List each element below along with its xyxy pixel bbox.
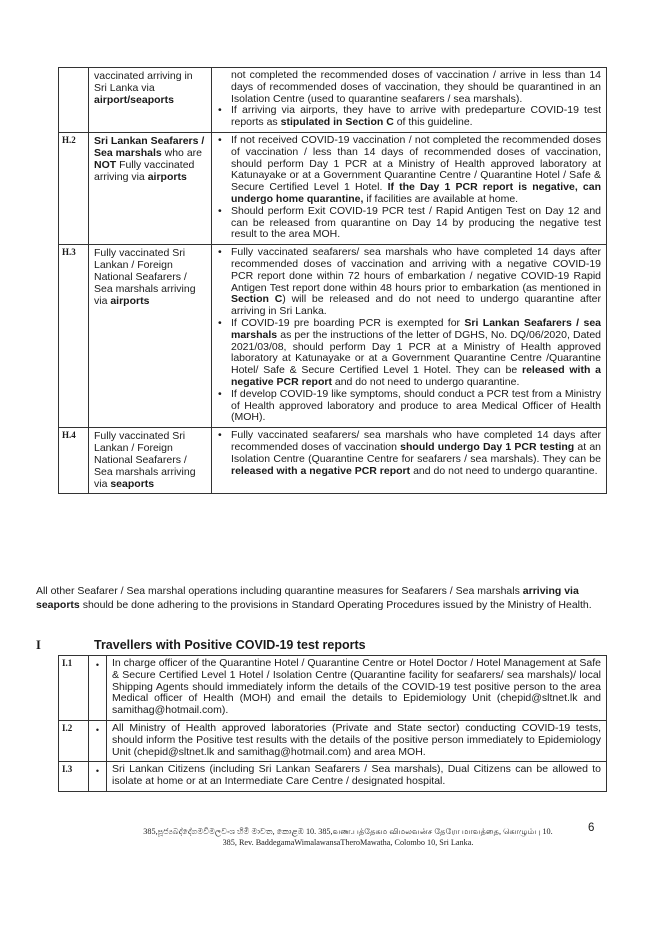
bullet-mark: • (89, 762, 107, 792)
bullet-item (231, 135, 601, 206)
guideline-details (212, 132, 607, 244)
row-code: H.2 (59, 132, 89, 244)
text: Fully vaccinated arriving via (94, 158, 195, 183)
table-row (59, 245, 607, 428)
row-code: I.2 (59, 720, 89, 761)
text: Fully vaccinated seafarers/ sea marshals who have completed 14 days after recommended doses of vaccination (231, 429, 601, 453)
bold-text: airports (110, 295, 150, 308)
guideline-text: All Ministry of Health approved laboratories (Private and State sector) conducting COVID-19 tests, should inform the Positive test results with the details of the positive person immediately to Epidemiology Unit (chepid@sltnet.lk and samithag@hotmail.com) and area MOH. (107, 720, 607, 761)
bold-text: Sri Lankan Seafarers / sea marshals (231, 316, 601, 341)
bold-text: If the Day 1 PCR report is negative, can undergo home quarantine, (231, 181, 601, 205)
table-row (59, 132, 607, 244)
bold-text: should undergo Day 1 PCR testing (400, 440, 575, 453)
text: Fully vaccinated Sri Lankan / Foreign National Seafarers / Sea marshals arriving via (94, 247, 196, 308)
section-h-table (58, 67, 607, 494)
bullet-list (217, 135, 601, 241)
row-code: H.4 (59, 428, 89, 494)
bullet-mark: • (89, 656, 107, 721)
traveller-category (89, 245, 212, 428)
traveller-category (89, 68, 212, 133)
text: at an Isolation Centre (Quarantine Centre for seafarers / sea marshals). They can be (231, 440, 602, 465)
bold-text: airport/seaports (94, 94, 174, 106)
text: All other Seafarer / Sea marshal operations including quarantine measures for Seafarers / Sea marshals (36, 585, 523, 597)
bullet-mark: • (89, 720, 107, 761)
row-code: I.1 (59, 656, 89, 721)
bold-text: arriving via seaports (36, 585, 579, 611)
table-row (59, 68, 607, 133)
section-i-title: Travellers with Positive COVID-19 test reports (94, 638, 366, 652)
table-row (59, 720, 607, 761)
guideline-text: Sri Lankan Citizens (including Sri Lankan Seafarers / Sea marshals), Dual Citizens can be allowed to isolate at home or at an Intermediate Care Centre / designated hospital. (107, 762, 607, 792)
table-row (59, 428, 607, 494)
traveller-category (89, 428, 212, 494)
text: If COVID-19 pre boarding PCR is exempted for (231, 316, 465, 329)
guideline-details (212, 68, 607, 133)
bold-text: stipulated in Section C (280, 116, 394, 129)
bold-text: Section C (231, 293, 283, 306)
text: If arriving via airports, they have to arrive with predeparture COVID-19 test reports as (231, 104, 601, 129)
text: of this guideline. (393, 116, 473, 129)
bold-text: released with a negative PCR report (231, 464, 411, 477)
footer-address (118, 826, 578, 848)
table-row (59, 656, 607, 721)
footer-address-local: 385,පූජ්‍යබද්දේගමවිමලවංශ හිමි මාවත, කොළඹ 10. 385,வண.பத்தேகம விமலவன்ச தேரோ மாவத்தை, கொழும்பு 10. (143, 827, 553, 836)
text: if facilities are available at home. (363, 192, 519, 205)
guideline-text: In charge officer of the Quarantine Hotel / Quarantine Centre or Hotel Doctor / Hotel Management at Safe & Secure Certified Level 1 Hotel / Isolation Centre (Quarantine facility for seafarers/ sea marshals)/ local Shipping Agents should immediately inform the details of the COVID-19 test positive person to the area Medical officer of Health (MOH) and email the details to Epidemiology Unit (chepid@sltnet.lk and samithag@hotmail.com). (107, 656, 607, 721)
guideline-details (212, 245, 607, 428)
section-i-table (58, 655, 607, 792)
row-code (59, 68, 89, 133)
bullet-item (231, 389, 601, 424)
text: who are (161, 146, 202, 159)
bold-text: released with a negative PCR report (231, 364, 601, 388)
footer-address-english: 385, Rev. BaddegamaWimalawansaTheroMawatha, Colombo 10, Sri Lanka. (222, 838, 474, 847)
text: ) will be released and do not need to undergo quarantine after arriving in Sri Lanka. (231, 293, 601, 318)
traveller-category (89, 132, 212, 244)
bullet-item (231, 430, 601, 477)
guideline-details (212, 428, 607, 494)
bullet-list (217, 430, 601, 477)
bullet-item (231, 247, 601, 318)
note-paragraph (36, 585, 608, 612)
continued-text (217, 70, 601, 105)
table-row (59, 762, 607, 792)
bold-text: seaports (110, 478, 155, 491)
text: Fully vaccinated Sri Lankan / Foreign National Seafarers / Sea marshals arriving via (94, 430, 196, 491)
bullet-item (231, 105, 601, 129)
text: should be done adhering to the provisions in Standard Operating Procedures issued by the Ministry of Health. (79, 598, 592, 611)
text: vaccinated arriving in Sri Lanka via (94, 70, 193, 94)
row-code: I.3 (59, 762, 89, 792)
section-i-letter: I (36, 638, 41, 652)
bullet-list (217, 105, 601, 129)
page-number: 6 (588, 822, 595, 834)
bold-text: airports (147, 170, 187, 183)
text: Fully vaccinated seafarers/ sea marshals who have completed 14 days after recommended doses of vaccination and arriving with a negative COVID-19 PCR report done within 72 hours of embarkation / negative COVID-19 Rapid Antigen Test report done within 48 hours prior to embarkation (as mentioned in (231, 246, 601, 294)
bullet-list (217, 247, 601, 424)
bold-text: NOT (94, 158, 117, 171)
text: and do not need to undergo quarantine. (331, 375, 520, 388)
text: and do not need to undergo quarantine. (410, 464, 598, 477)
row-code: H.3 (59, 245, 89, 428)
text: as per the instructions of the letter of DGHS, No. DQ/06/2020, Dated 2021/03/08, should perform Day 1 PCR at a Ministry of Health approved laboratory at Katunayake or at a Government Quarantine Centre /Quarantine Hotel/ Safe & Secure Certified Level 1 Hotel. They can be (231, 328, 601, 377)
bold-text: Sri Lankan Seafarers / Sea marshals (94, 134, 205, 159)
text: Should perform Exit COVID-19 PCR test / Rapid Antigen Test on Day 12 and can be released from quarantine on Day 14 by producing the negative test result to the area MOH. (231, 204, 601, 241)
bullet-item (231, 318, 601, 389)
text: If not received COVID-19 vaccination / not completed the recommended doses of vaccination / less than 14 days of recommended doses of vaccination, should perform Day 1 PCR at a Ministry of Health approved laboratory at Katunayake or at a Government Quarantine Centre / Quarantine Hotel / Safe & Secure Certified Level 1 Hotel. (231, 133, 601, 194)
bullet-item (231, 206, 601, 241)
section-i-heading (36, 638, 596, 653)
text: If develop COVID-19 like symptoms, should conduct a PCR test from a Ministry of Health approved laboratory and produce to area Medical Officer of Health (MOH). (231, 387, 601, 424)
text: not completed the recommended doses of vaccination / arrive in less than 14 days of recommended doses of vaccination, they should be quarantined in an Isolation Centre (used to quarantine seafarers / sea marshals). (231, 69, 601, 105)
